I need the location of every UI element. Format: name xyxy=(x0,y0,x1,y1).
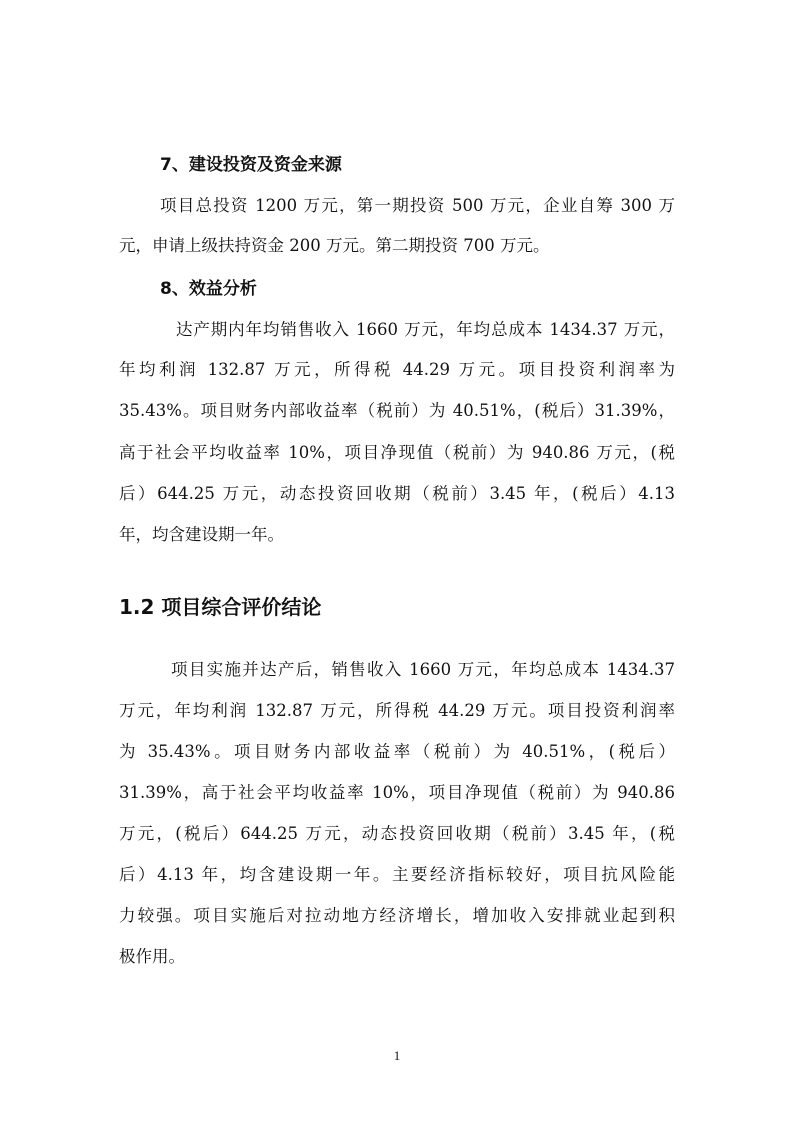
paragraph-line: 极作用。 xyxy=(119,947,185,966)
paragraph-line: 力较强。项目实施后对拉动地方经济增长，增加收入安排就业起到积 xyxy=(119,906,675,925)
paragraph-line: 万元，(税后）644.25 万元，动态投资回收期（税前）3.45 年，(税 xyxy=(119,824,675,843)
paragraph-line: 31.39%，高于社会平均收益率 10%，项目净现值（税前）为 940.86 xyxy=(119,783,675,802)
paragraph-line: 为 35.43%。项目财务内部收益率（税前）为 40.51%，(税后） xyxy=(119,742,675,761)
paragraph-line: 达产期内年均销售收入 1660 万元，年均总成本 1434.37 万元， xyxy=(176,320,675,339)
section-heading-7: 7、建设投资及资金来源 xyxy=(160,155,342,175)
section-heading-8: 8、效益分析 xyxy=(160,279,257,299)
paragraph-line: 35.43%。项目财务内部收益率（税前）为 40.51%，(税后）31.39%， xyxy=(119,401,675,420)
chapter-heading-1-2: 1.2 项目综合评价结论 xyxy=(119,595,322,619)
paragraph-line: 年，均含建设期一年。 xyxy=(119,525,284,544)
paragraph-line: 项目总投资 1200 万元，第一期投资 500 万元，企业自筹 300 万 xyxy=(160,196,675,215)
paragraph-line: 万元，年均利润 132.87 万元，所得税 44.29 万元。项目投资利润率 xyxy=(119,701,675,720)
paragraph-line: 项目实施并达产后，销售收入 1660 万元，年均总成本 1434.37 xyxy=(171,660,675,679)
paragraph-line: 高于社会平均收益率 10%，项目净现值（税前）为 940.86 万元，(税 xyxy=(119,443,675,462)
paragraph-line: 后）644.25 万元，动态投资回收期（税前）3.45 年，(税后）4.13 xyxy=(119,484,675,503)
paragraph-line: 元，申请上级扶持资金 200 万元。第二期投资 700 万元。 xyxy=(119,236,550,255)
paragraph-line: 后）4.13 年，均含建设期一年。主要经济指标较好，项目抗风险能 xyxy=(119,865,675,884)
paragraph-line: 年均利润 132.87 万元，所得税 44.29 万元。项目投资利润率为 xyxy=(119,360,675,379)
page-number: 1 xyxy=(393,1048,401,1063)
